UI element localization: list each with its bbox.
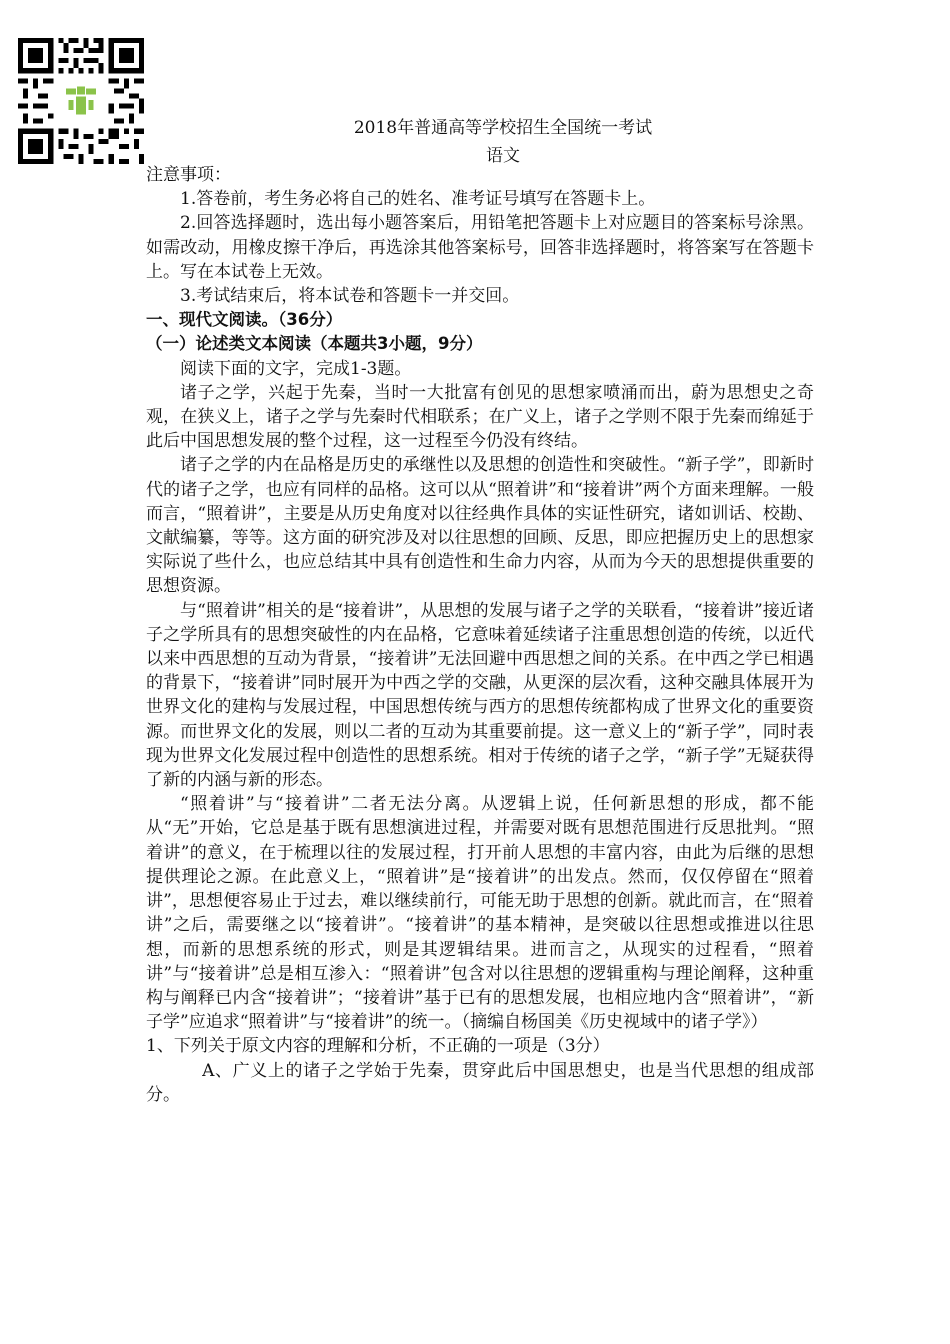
passage-paragraph: 诸子之学，兴起于先秦，当时一大批富有创见的思想家喷涌而出，蔚为思想史之奇观，在狭义上，诸子之学与先秦时代相联系；在广义上，诸子之学则不限于先秦而绵延于此后中国思想发展的整个过程，这一过程至今仍没有终结。 <box>146 382 814 452</box>
passage-paragraph: 与“照着讲”相关的是“接着讲”，从思想的发展与诸子之学的关联看，“接着讲”接近诸子之学所具有的思想突破性的内在品格，它意味着延续诸子注重思想创造的传统，以近代以来中西思想的互动为背景，“接着讲”无法回避中西思想之间的关系。在中西之学已相遇的背景下，“接着讲”同时展开为中西之学的交融，从更深的层次看，这种交融具体展开为世界文化的建构与发展过程，中国思想传统与西方的思想传统都构成了世界文化的重要资源。而世界文化的发展，则以二者的互动为其重要前提。这一意义上的“新子学”，同时表现为世界文化发展过程中创造性的思想系统。相对于传统的诸子之学，“新子学”无疑获得了新的内涵与新的形态。 <box>146 600 814 791</box>
question-stem: 1、下列关于原文内容的理解和分析，不正确的一项是（3分） <box>146 1036 610 1057</box>
question-option-a: A、广义上的诸子之学始于先秦，贯穿此后中国思想史，也是当代思想的组成部分。 <box>146 1060 814 1105</box>
notice-heading: 注意事项： <box>146 165 231 185</box>
reading-instruction: 阅读下面的文字，完成1-3题。 <box>180 358 412 379</box>
section-subtitle: （一）论述类文本阅读（本题共3小题，9分） <box>146 334 483 354</box>
exam-title: 2018年普通高等学校招生全国统一考试 <box>353 118 653 138</box>
notice-item: 2.回答选择题时，选出每小题答案后，用铅笔把答题卡上对应题目的答案标号涂黑。如需改动，用橡皮擦干净后，再选涂其他答案标号，回答非选择题时，将答案写在答题卡上。写在本试卷上无效。 <box>146 213 814 282</box>
passage-paragraph: 诸子之学的内在品格是历史的承继性以及思想的创造性和突破性。“新子学”，即新时代的诸子之学，也应有同样的品格。这可以从“照着讲”和“接着讲”两个方面来理解。一般而言，“照着讲”，主要是从历史角度对以往经典作具体的实证性研究，诸如训话、校勘、文献编纂，等等。这方面的研究涉及对以往思想的回顾、反思，即应把握历史上的思想家实际说了些什么，也应总结其中具有创造性和生命力内容，从而为今天的思想提供重要的思想资源。 <box>146 455 814 597</box>
notice-item: 1.答卷前，考生务必将自己的姓名、准考证号填写在答题卡上。 <box>180 189 656 210</box>
notice-item: 3.考试结束后，将本试卷和答题卡一并交回。 <box>180 286 520 307</box>
exam-content <box>146 163 814 1107</box>
subject-title: 语文 <box>486 146 520 166</box>
passage-paragraph: “照着讲”与“接着讲”二者无法分离。从逻辑上说，任何新思想的形成，都不能从“无”开始，它总是基于既有思想演进过程，并需要对既有思想范围进行反思批判。“照着讲”的意义，在于梳理以往的发展过程，打开前人思想的丰富内容，由此为后继的思想提供理论之源。在此意义上，“照着讲”是“接着讲”的出发点。然而，仅仅停留在“照着讲”，思想便容易止于过去，难以继续前行，可能无助于思想的创新。就此而言，在“照着讲”之后，需要继之以“接着讲”。“接着讲”的基本精神，是突破以往思想或推进以往思想，而新的思想系统的形式，则是其逻辑结果。进而言之，从现实的过程看，“照着讲”与“接着讲”总是相互渗入：“照着讲”包含对以往思想的逻辑重构与理论阐释，这种重构与阐释已内含“接着讲”；“接着讲”基于已有的思想发展，也相应地内含“照着讲”，“新子学”应追求“照着讲”与“接着讲”的统一。（摘编自杨国美《历史视域中的诸子学》） <box>146 794 814 1033</box>
section-title: 一、现代文阅读。（36分） <box>146 310 343 330</box>
